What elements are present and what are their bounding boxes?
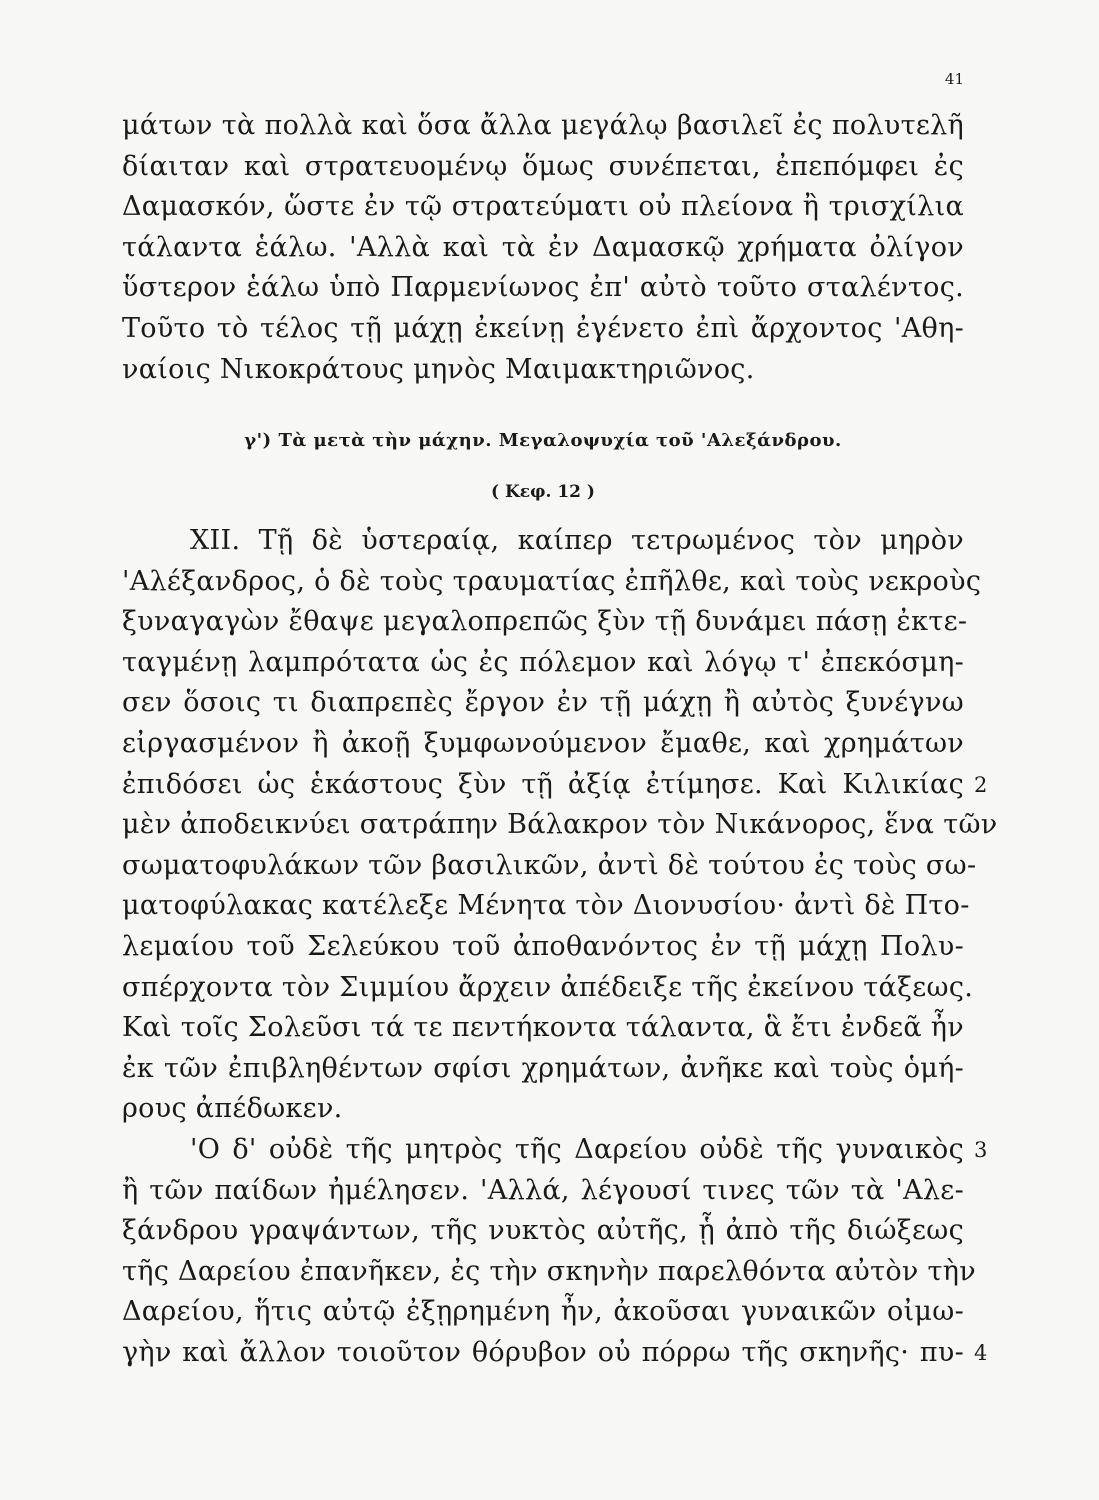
text-line: τάλαντα ἑάλω. 'Αλλὰ καὶ τὰ ἐν Δαμασκῷ χρήματα ὀλίγον	[122, 231, 964, 263]
text-line: ταγμένῃ λαμπρότατα ὡς ἐς πόλεμον καὶ λόγῳ τ' ἐπεκόσμη-	[122, 646, 964, 678]
text-line: δίαιταν καὶ στρατευομένῳ ὅμως συνέπεται, ἐπεπόμφει ἐς	[122, 150, 964, 182]
chapter-reference: ( Κεφ. 12 )	[491, 482, 595, 502]
page-number: 41	[944, 70, 964, 88]
text-line: Δαρείου, ἥτις αὐτῷ ἐξῃρημένη ἦν, ἀκοῦσαι γυναικῶν οἰμω-	[122, 1296, 964, 1328]
text-line: 'Αλέξανδρος, ὁ δὲ τοὺς τραυματίας ἐπῆλθε, καὶ τοὺς νεκροὺς	[122, 565, 982, 597]
text-line: σπέρχοντα τὸν Σιμμίου ἄρχειν ἀπέδειξε τῆς ἐκείνου τάξεως.	[122, 971, 974, 1003]
margin-section-number: 4	[974, 1341, 988, 1365]
text-line: Δαμασκόν, ὥστε ἐν τῷ στρατεύματι οὐ πλείονα ἢ τρισχίλια	[122, 191, 964, 223]
text-line: ρους ἀπέδωκεν.	[122, 1093, 343, 1125]
text-line: 'Ο δ' οὐδὲ τῆς μητρὸς τῆς Δαρείου οὐδὲ τῆς γυναικὸς	[190, 1133, 964, 1165]
text-line: μάτων τὰ πολλὰ καὶ ὅσα ἄλλα μεγάλῳ βασιλεῖ ἐς πολυτελῆ	[122, 110, 964, 141]
margin-section-number: 2	[974, 772, 988, 797]
text-line: ἐκ τῶν ἐπιβληθέντων σφίσι χρημάτων, ἀνῆκε καὶ τοὺς ὁμή-	[122, 1052, 964, 1084]
text-line: ναίοις Νικοκράτους μηνὸς Μαιμακτηριῶνος.	[122, 353, 755, 385]
text-line: τῆς Δαρείου ἐπανῆκεν, ἐς τὴν σκηνὴν παρελθόντα αὐτὸν τὴν	[122, 1255, 976, 1287]
text-line: γὴν καὶ ἄλλον τοιοῦτον θόρυβον οὐ πόρρω τῆς σκηνῆς· πυ-	[122, 1336, 964, 1368]
text-line: ἐπιδόσει ὡς ἑκάστους ξὺν τῇ ἀξίᾳ ἐτίμησε. Καὶ Κιλικίας	[122, 768, 964, 800]
text-line: λεμαίου τοῦ Σελεύκου τοῦ ἀποθανόντος ἐν τῇ μάχῃ Πολυ-	[122, 930, 964, 962]
text-line: Τοῦτο τὸ τέλος τῇ μάχῃ ἐκείνῃ ἐγένετο ἐπὶ ἄρχοντος 'Αθη-	[122, 312, 964, 344]
text-line: σωματοφυλάκων τῶν βασιλικῶν, ἀντὶ δὲ τούτου ἐς τοὺς σω-	[122, 849, 977, 881]
text-line: ξυναγαγὼν ἔθαψε μεγαλοπρεπῶς ξὺν τῇ δυνάμει πάσῃ ἐκτε-	[122, 606, 968, 638]
text-line: ἢ τῶν παίδων ἠμέλησεν. 'Αλλά, λέγουσί τινες τῶν τὰ 'Αλε-	[122, 1174, 964, 1206]
section-heading: γ') Τὰ μετὰ τὴν μάχην. Μεγαλοψυχία τοῦ 'Αλεξάνδρου.	[244, 430, 842, 451]
text-line: σεν ὅσοις τι διαπρεπὲς ἔργον ἐν τῇ μάχῃ ἢ αὐτὸς ξυνέγνω	[122, 687, 964, 719]
text-line: εἰργασμένον ἢ ἀκοῇ ξυμφωνούμενον ἔμαθε, καὶ χρημάτων	[122, 727, 964, 759]
text-line: ξάνδρου γραψάντων, τῆς νυκτὸς αὐτῆς, ᾗ ἀπὸ τῆς διώξεως	[122, 1215, 964, 1247]
paragraph-block-2	[122, 521, 998, 1373]
text-line: XII. Τῇ δὲ ὑστεραίᾳ, καίπερ τετρωμένος τὸν μηρὸν	[190, 525, 964, 556]
margin-section-number: 3	[974, 1138, 988, 1162]
text-line: Καὶ τοῖς Σολεῦσι τά τε πεντήκοντα τάλαντα, ἃ ἔτι ἐνδεᾶ ἦν	[122, 1012, 964, 1044]
text-line: ματοφύλακας κατέλεξε Μένητα τὸν Διονυσίου· ἀντὶ δὲ Πτο-	[122, 890, 970, 922]
text-line: μὲν ἀποδεικνύει σατράπην Βάλακρον τὸν Νικάνορος, ἕνα τῶν	[122, 809, 998, 841]
text-line: ὕστερον ἑάλω ὑπὸ Παρμενίωνος ἐπ' αὐτὸ τοῦτο σταλέντος.	[122, 272, 964, 304]
paragraph-block-1	[122, 106, 964, 390]
